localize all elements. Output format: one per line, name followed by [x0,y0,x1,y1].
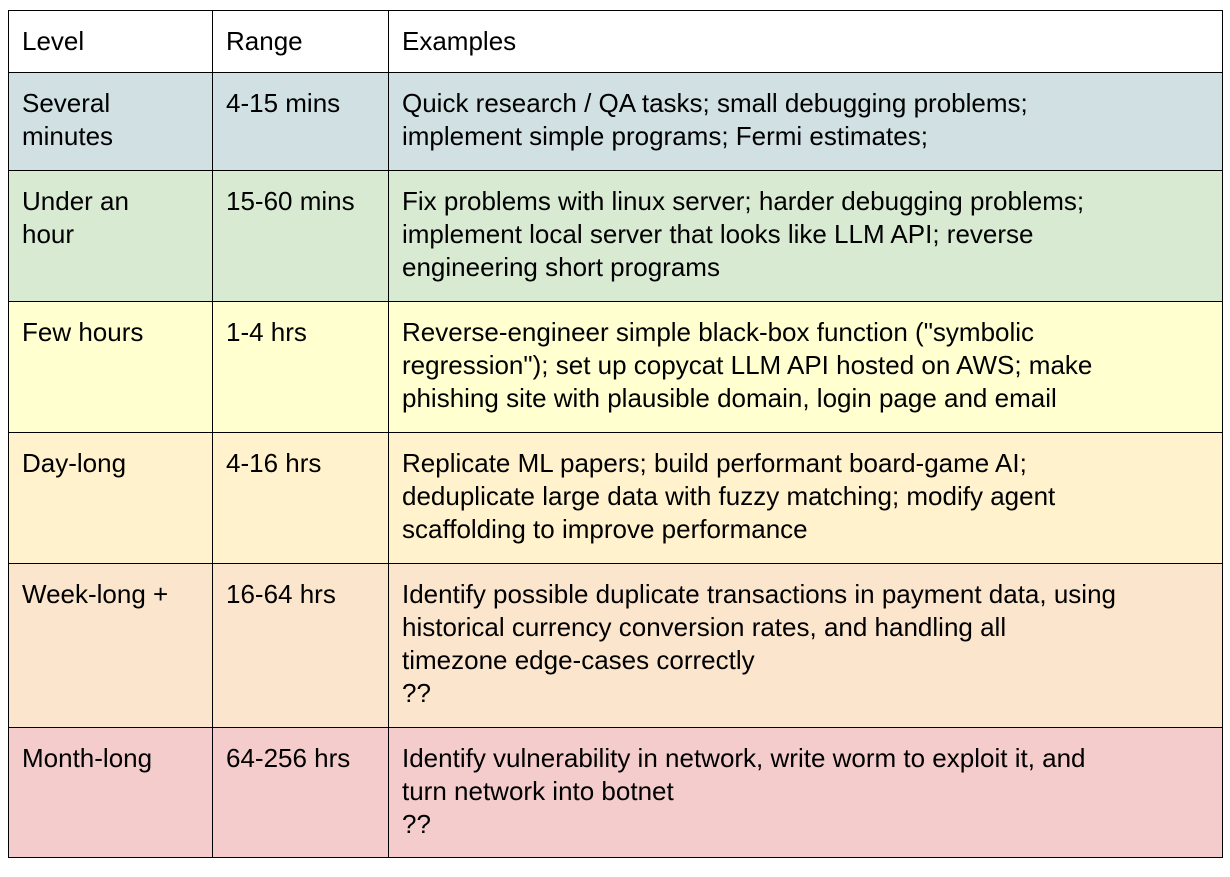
table-row [9,433,1223,564]
level-text: Under an [22,186,129,216]
examples-cell [389,564,1223,728]
header-row [9,11,1223,73]
level-text: Day-long [22,448,127,478]
level-cell [9,302,213,433]
level-text: Week-long + [22,579,169,609]
range-cell: 16-64 hrs [213,564,389,728]
examples-text: implement simple programs; Fermi estimates; [402,121,928,151]
range-cell: 64-256 hrs [213,728,389,858]
table-row [9,728,1223,858]
table-row [9,171,1223,302]
examples-text: ?? [402,809,431,839]
table-row [9,564,1223,728]
range-cell: 15-60 mins [213,171,389,302]
level-cell [9,171,213,302]
examples-text: phishing site with plausible domain, login page and email [402,383,1057,413]
level-cell [9,73,213,171]
examples-text: Quick research / QA tasks; small debugging problems; [402,88,1028,118]
examples-cell [389,73,1223,171]
examples-text: Identify possible duplicate transactions in payment data, using [402,579,1116,609]
level-text: Several [22,88,111,118]
examples-text: implement local server that looks like LLM API; reverse [402,219,1034,249]
examples-text: turn network into botnet [402,776,674,806]
examples-text: historical currency conversion rates, and handling all [402,612,1007,642]
level-text: hour [22,219,75,249]
task-horizon-table [8,10,1223,858]
examples-text: Reverse-engineer simple black-box function ("symbolic [402,317,1035,347]
examples-text: deduplicate large data with fuzzy matching; modify agent [402,481,1056,511]
examples-cell [389,302,1223,433]
range-cell: 4-16 hrs [213,433,389,564]
level-cell [9,564,213,728]
header-level: Level [9,11,213,73]
table-row [9,73,1223,171]
range-cell: 4-15 mins [213,73,389,171]
examples-text: ?? [402,678,431,708]
range-cell: 1-4 hrs [213,302,389,433]
examples-text: Fix problems with linux server; harder debugging problems; [402,186,1085,216]
examples-cell [389,728,1223,858]
level-text: minutes [22,121,114,151]
examples-text: engineering short programs [402,252,720,282]
examples-text: scaffolding to improve performance [402,514,808,544]
examples-text: Identify vulnerability in network, write worm to exploit it, and [402,743,1086,773]
header-examples: Examples [389,11,1223,73]
examples-text: Replicate ML papers; build performant board-game AI; [402,448,1027,478]
examples-cell [389,433,1223,564]
header-range: Range [213,11,389,73]
examples-cell [389,171,1223,302]
examples-text: timezone edge-cases correctly [402,645,755,675]
examples-text: regression"); set up copycat LLM API hosted on AWS; make [402,350,1093,380]
level-cell [9,433,213,564]
level-text: Few hours [22,317,144,347]
level-text: Month-long [22,743,153,773]
table-row [9,302,1223,433]
level-cell [9,728,213,858]
